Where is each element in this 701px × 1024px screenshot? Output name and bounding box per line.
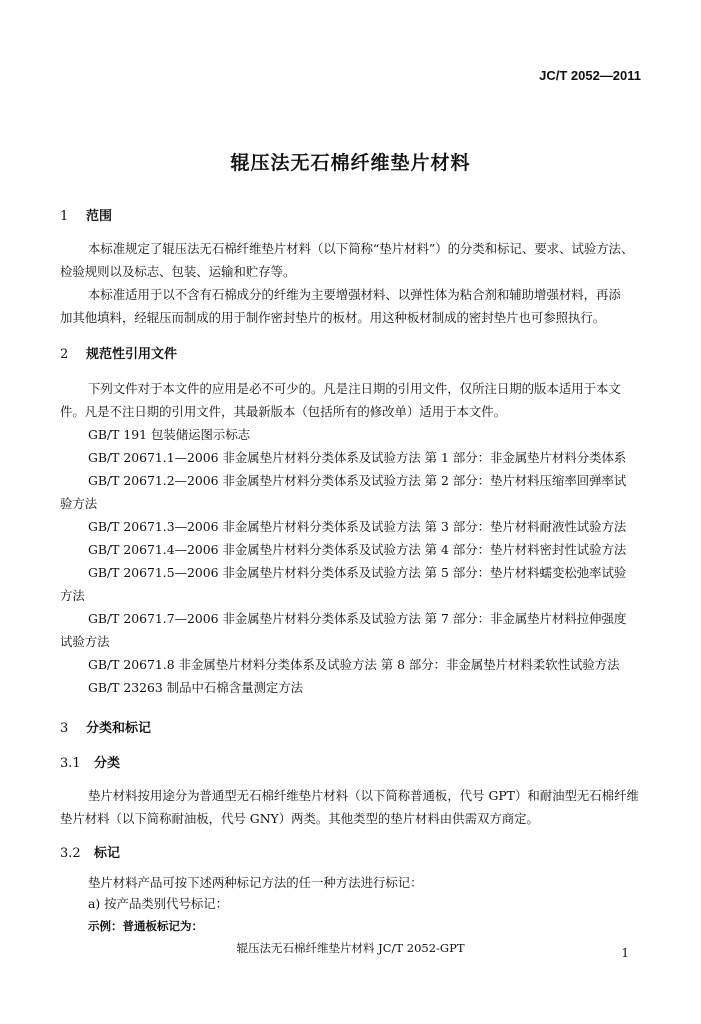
reference-gbt191: GB/T 191 包装储运图示标志 (88, 427, 251, 442)
reference-gbt23263: GB/T 23263 制品中石棉含量测定方法 (88, 680, 304, 695)
section-title: 标记 (94, 846, 121, 861)
reference-gbt20671-2-cont: 验方法 (60, 496, 98, 511)
reference-gbt20671-3: GB/T 20671.3—2006 非金属垫片材料分类体系及试验方法 第 3 部分：垫片材料耐液性试验方法 (88, 519, 627, 534)
page-number: 1 (621, 946, 629, 960)
section-1-heading (60, 205, 112, 224)
scope-paragraph-2-line-2: 加其他填料，经辊压而制成的用于制作密封垫片的板材。用这种板材制成的密封垫片也可参照执行。 (60, 310, 606, 325)
normrefs-intro-line-1: 下列文件对于本文件的应用是必不可少的。凡是注日期的引用文件，仅所注日期的版本适用于本文 (88, 381, 621, 396)
classification-line-1: 垫片材料按用途分为普通型无石棉纤维垫片材料（以下简称普通板，代号 GPT）和耐油型无石棉纤维 (88, 788, 639, 803)
section-2-heading (60, 343, 177, 362)
section-number: 2 (60, 347, 69, 362)
reference-gbt20671-5: GB/T 20671.5—2006 非金属垫片材料分类体系及试验方法 第 5 部分：垫片材料蠕变松弛率试验 (88, 565, 627, 580)
example-value: 辊压法无石棉纤维垫片材料 JC/T 2052-GPT (236, 941, 465, 955)
section-title: 分类 (94, 756, 121, 771)
reference-gbt20671-7: GB/T 20671.7—2006 非金属垫片材料分类体系及试验方法 第 7 部分：非金属垫片材料拉伸强度 (88, 611, 627, 626)
section-title: 规范性引用文件 (86, 347, 178, 362)
reference-gbt20671-8: GB/T 20671.8 非金属垫片材料分类体系及试验方法 第 8 部分：非金属垫片材料柔软性试验方法 (88, 657, 620, 672)
section-number: 3 (60, 721, 69, 736)
section-3-1-heading (60, 752, 120, 771)
document-title: 辊压法无石棉纤维垫片材料 (230, 152, 471, 174)
reference-gbt20671-5-cont: 方法 (60, 588, 85, 603)
reference-gbt20671-2: GB/T 20671.2—2006 非金属垫片材料分类体系及试验方法 第 2 部分：垫片材料压缩率回弹率试 (88, 473, 627, 488)
section-3-2-heading (60, 842, 120, 861)
section-title: 分类和标记 (86, 721, 152, 736)
normrefs-intro-line-2: 件。凡是不注日期的引用文件，其最新版本（包括所有的修改单）适用于本文件。 (60, 404, 507, 419)
section-3-heading (60, 717, 151, 736)
marking-item-a: a) 按产品类别代号标记： (88, 896, 229, 911)
reference-gbt20671-4: GB/T 20671.4—2006 非金属垫片材料分类体系及试验方法 第 4 部分：垫片材料密封性试验方法 (88, 542, 627, 557)
section-title: 范围 (86, 209, 113, 224)
scope-paragraph-1-line-1: 本标准规定了辊压法无石棉纤维垫片材料（以下简称“垫片材料”）的分类和标记、要求、试验方法、 (88, 241, 634, 256)
reference-gbt20671-7-cont: 试验方法 (60, 634, 110, 649)
section-number: 3.2 (60, 846, 81, 861)
scope-paragraph-2-line-1: 本标准适用于以不含有石棉成分的纤维为主要增强材料、以弹性体为粘合剂和辅助增强材料，再添 (88, 287, 621, 302)
reference-gbt20671-1: GB/T 20671.1—2006 非金属垫片材料分类体系及试验方法 第 1 部分：非金属垫片材料分类体系 (88, 450, 627, 465)
example-label: 示例：普通板标记为： (88, 919, 203, 933)
section-number: 3.1 (60, 756, 81, 771)
standard-number: JC/T 2052—2011 (539, 68, 641, 83)
marking-intro: 垫片材料产品可按下述两种标记方法的任一种方法进行标记： (88, 875, 423, 890)
classification-line-2: 垫片材料（以下简称耐油板，代号 GNY）两类。其他类型的垫片材料由供需双方商定。 (60, 811, 539, 826)
section-number: 1 (60, 209, 69, 224)
scope-paragraph-1-line-2: 检验规则以及标志、包装、运输和贮存等。 (60, 264, 296, 279)
